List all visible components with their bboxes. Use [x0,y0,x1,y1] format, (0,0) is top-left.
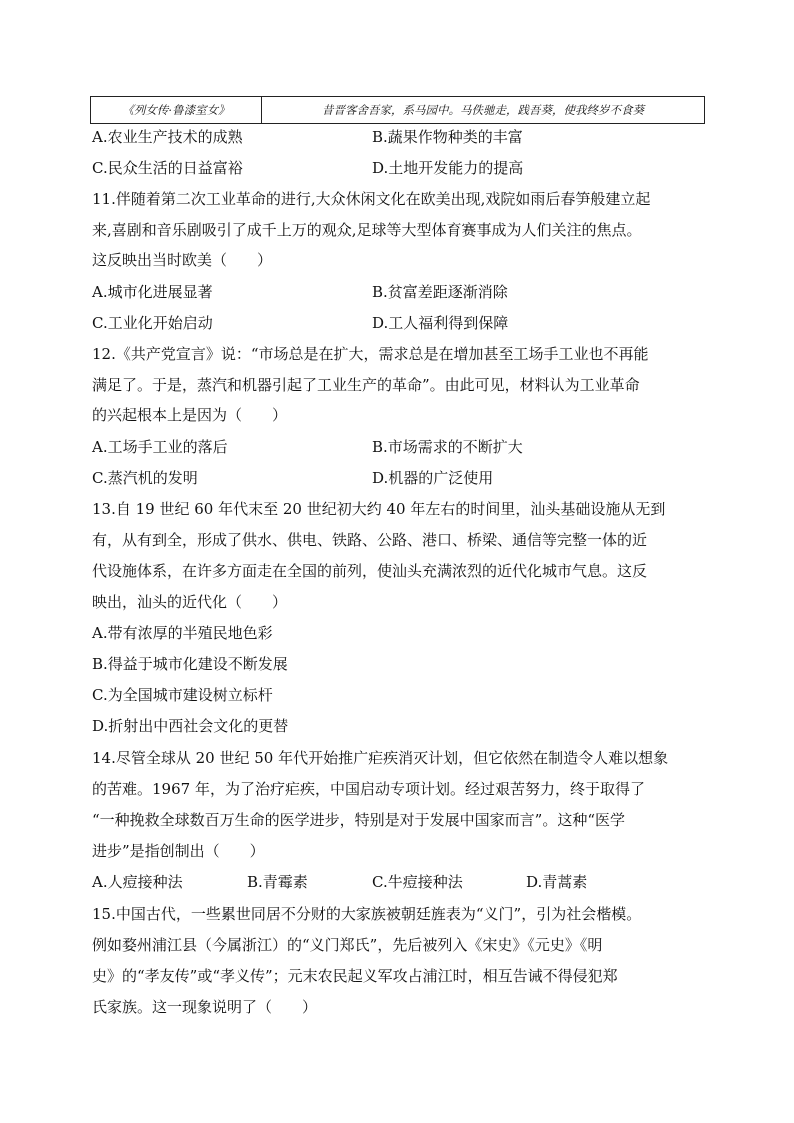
q12-stem-line2: 满足了。于是，蒸汽和机器引起了工业生产的革命”。由此可见，材料认为工业革命 [92,376,640,394]
q12-stem-line3: 的兴起根本上是因为（ ） [92,406,288,424]
q14-option-d: D.青蒿素 [526,873,588,891]
table-cell-content: 昔晋客舍吾家，系马园中。马佚驰走，践吾葵，使我终岁不食葵 [262,97,705,124]
q15-stem-line3: 史》的“孝友传”或“孝义传”；元末农民起义军攻占浦江时，相互告诫不得侵犯郑 [92,967,618,985]
q12-option-c: C.蒸汽机的发明 [92,469,198,487]
q11-option-c: C.工业化开始启动 [92,314,213,332]
q14-option-a: A.人痘接种法 [92,873,183,891]
q15-stem-line2: 例如婺州浦江县（今属浙江）的“义门郑氏”，先后被列入《宋史》《元史》《明 [92,936,603,954]
q15-stem-line1: 15.中国古代，一些累世同居不分财的大家族被朝廷旌表为“义门”，引为社会楷模。 [92,905,642,923]
table-row [91,97,705,124]
q10-option-d: D.土地开发能力的提高 [372,159,524,177]
q10-option-c: C.民众生活的日益富裕 [92,159,243,177]
q15-stem-line4: 氏家族。这一现象说明了（ ） [92,998,318,1016]
q10-option-b: B.蔬果作物种类的丰富 [372,128,523,146]
q10-option-a: A.农业生产技术的成熟 [92,128,243,146]
source-table [90,96,705,124]
q11-option-d: D.工人福利得到保障 [372,314,509,332]
q13-stem-line4: 映出，汕头的近代化（ ） [92,593,288,611]
q11-stem-line2: 来,喜剧和音乐剧吸引了成千上万的观众,足球等大型体育赛事成为人们关注的焦点。 [92,221,642,239]
q11-option-a: A.城市化进展显著 [92,283,213,301]
q14-stem-line2: 的苦难。1967 年，为了治疗疟疾，中国启动专项计划。经过艰苦努力，终于取得了 [92,780,645,798]
q12-option-b: B.市场需求的不断扩大 [372,438,523,456]
q12-option-d: D.机器的广泛使用 [372,469,494,487]
q14-stem-line3: “一种挽救全球数百万生命的医学进步，特别是对于发展中国家而言”。这种“医学 [92,811,626,829]
q11-stem-line1: 11.伴随着第二次工业革命的进行,大众休闲文化在欧美出现,戏院如雨后春笋般建立起 [92,190,651,208]
q11-stem-line3: 这反映出当时欧美（ ） [92,251,273,269]
table-cell-source: 《列女传·鲁漆室女》 [91,97,262,124]
q13-stem-line1: 13.自 19 世纪 60 年代末至 20 世纪初大约 40 年左右的时间里，汕头基础设施从无到 [92,500,666,518]
q11-option-b: B.贫富差距逐渐消除 [372,283,508,301]
q12-stem-line1: 12.《共产党宣言》说：“市场总是在扩大，需求总是在增加甚至工场手工业也不再能 [92,345,649,363]
q14-option-b: B.青霉素 [247,873,308,891]
q12-option-a: A.工场手工业的落后 [92,438,228,456]
q14-stem-line1: 14.尽管全球从 20 世纪 50 年代开始推广疟疾消灭计划，但它依然在制造令人难以想象 [92,749,669,767]
q13-stem-line2: 有，从有到全，形成了供水、供电、铁路、公路、港口、桥梁、通信等完整一体的近 [92,531,648,549]
q13-option-c: C.为全国城市建设树立标杆 [92,686,273,704]
q14-stem-line4: 进步”是指创制出（ ） [92,842,265,860]
q13-option-a: A.带有浓厚的半殖民地色彩 [92,624,273,642]
q13-stem-line3: 代设施体系，在许多方面走在全国的前列，使汕头充满浓烈的近代化城市气息。这反 [92,562,648,580]
q13-option-b: B.得益于城市化建设不断发展 [92,655,288,673]
q14-option-c: C.牛痘接种法 [372,873,463,891]
q13-option-d: D.折射出中西社会文化的更替 [92,717,289,735]
